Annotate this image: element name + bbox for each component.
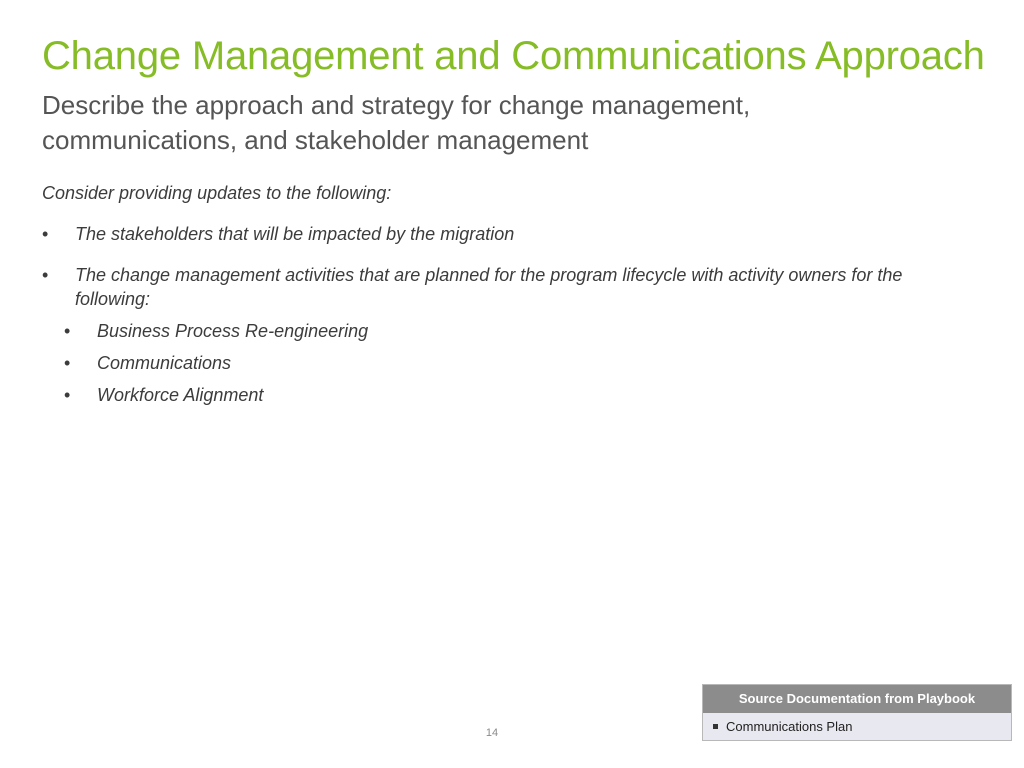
square-bullet-icon [713,724,718,729]
sub-bullet-text: Workforce Alignment [97,385,264,405]
sub-bullet-text: Communications [97,353,232,373]
list-item [42,263,982,311]
intro-text: Consider providing updates to the following: [42,183,392,203]
sub-list-item [42,351,982,375]
bullet-icon: • [64,385,71,405]
source-box-header: Source Documentation from Playbook [703,685,1011,713]
source-documentation-box [702,684,1012,741]
bullet-icon: • [64,321,71,341]
bullet-icon: • [42,224,49,244]
sub-list-item [42,383,982,407]
bullet-text: The stakeholders that will be impacted by the migration [75,224,515,244]
list-item [42,222,982,246]
slide-subtitle: Describe the approach and strategy for change management, communications, and stakeholder management [42,90,751,155]
source-item-text: Communications Plan [726,719,853,734]
sub-list-item [42,319,982,343]
slide-title: Change Management and Communications Approach [42,34,985,78]
bullet-text: The change management activities that are planned for the program lifecycle with activity owners for the following: [75,265,903,309]
slide-body [42,180,982,407]
source-item [703,713,1011,740]
sub-bullet-text: Business Process Re-engineering [97,321,369,341]
page-number: 14 [485,727,499,739]
bullet-icon: • [64,353,71,373]
bullet-icon: • [42,265,49,285]
